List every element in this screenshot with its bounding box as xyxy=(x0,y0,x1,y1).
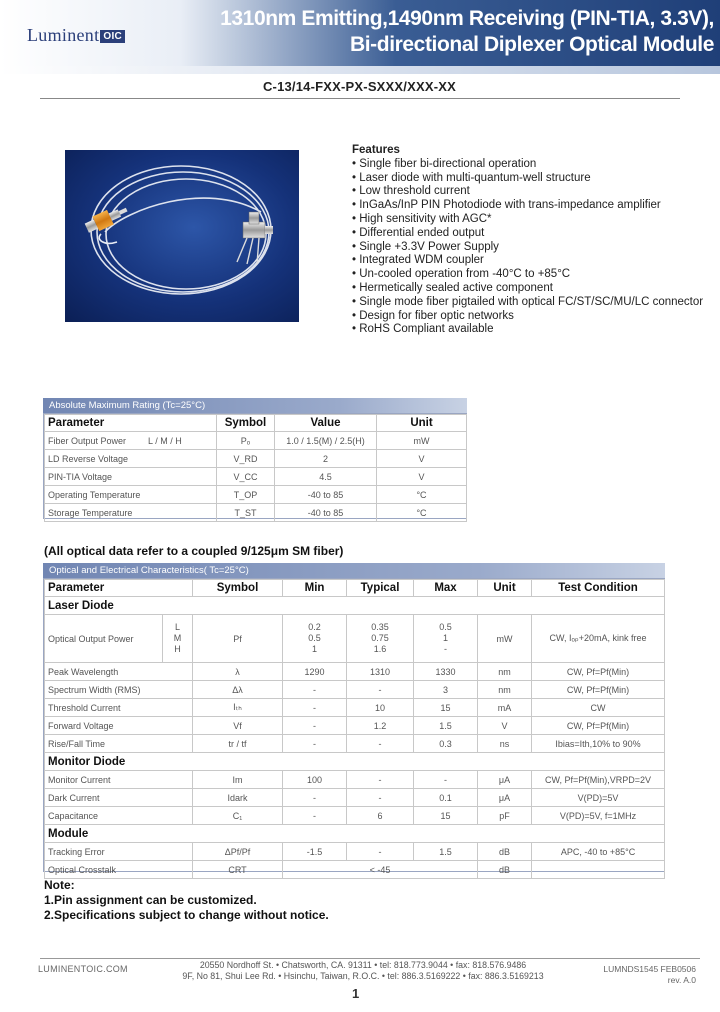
cond-cell: CW xyxy=(532,699,665,717)
col-header: Parameter xyxy=(45,415,217,432)
max-cell: 3 xyxy=(414,681,478,699)
page-title-line1: 1310nm Emitting,1490nm Receiving (PIN-TIA, 3.3V), xyxy=(220,7,714,30)
unit-cell: nm xyxy=(478,681,532,699)
typ-cell: - xyxy=(347,681,414,699)
feature-item: • Integrated WDM coupler xyxy=(352,254,703,268)
col-header: Symbol xyxy=(193,580,283,597)
table-row xyxy=(45,843,665,861)
unit-cell: mW xyxy=(478,615,532,663)
param-cell: Dark Current xyxy=(45,789,193,807)
max-cell: 0.1 xyxy=(414,789,478,807)
typ-cell: 0.35 0.75 1.6 xyxy=(347,615,414,663)
col-header: Parameter xyxy=(45,580,193,597)
unit-cell: μA xyxy=(478,789,532,807)
table-row xyxy=(45,807,665,825)
footer-divider xyxy=(40,958,700,959)
table-row xyxy=(45,450,467,468)
table-row xyxy=(45,735,665,753)
notes-heading: Note: xyxy=(44,878,75,892)
min-cell: 100 xyxy=(283,771,347,789)
feature-item: • Single mode fiber pigtailed with optical FC/ST/SC/MU/LC connector xyxy=(352,296,703,310)
oe-caption: Optical and Electrical Characteristics( Tc=25°C) xyxy=(43,563,665,578)
col-header: Value xyxy=(275,415,377,432)
header-subbar xyxy=(0,66,720,74)
oe-table xyxy=(44,579,665,879)
features-list xyxy=(352,144,703,337)
doc-id: LUMNDS1545 FEB0506 xyxy=(603,964,696,974)
features-heading: Features xyxy=(352,144,400,156)
param-cell xyxy=(45,432,217,450)
col-header: Max xyxy=(414,580,478,597)
unit-cell: mA xyxy=(478,699,532,717)
param-cell: Threshold Current xyxy=(45,699,193,717)
feature-item: • Design for fiber optic networks xyxy=(352,310,703,324)
col-header: Min xyxy=(283,580,347,597)
param-cell: Optical Crosstalk xyxy=(45,861,193,879)
col-header: Symbol xyxy=(217,415,275,432)
value-cell: 1.0 / 1.5(M) / 2.5(H) xyxy=(275,432,377,450)
cond-cell: CW, Pf=Pf(Min) xyxy=(532,663,665,681)
max-cell: 15 xyxy=(414,807,478,825)
min-cell: 1290 xyxy=(283,663,347,681)
symbol-cell: Iₜₕ xyxy=(193,699,283,717)
symbol-cell: V_CC xyxy=(217,468,275,486)
col-header: Unit xyxy=(478,580,532,597)
symbol-cell: V_RD xyxy=(217,450,275,468)
table-row xyxy=(45,699,665,717)
param-cell: Spectrum Width (RMS) xyxy=(45,681,193,699)
logo-text: Luminent xyxy=(27,25,100,45)
min-cell: - xyxy=(283,717,347,735)
typ-cell: - xyxy=(347,789,414,807)
grade-cell: L M H xyxy=(163,615,193,663)
feature-item: • Single fiber bi-directional operation xyxy=(352,158,703,172)
symbol-cell: Δλ xyxy=(193,681,283,699)
table-row xyxy=(45,615,665,663)
table-row xyxy=(45,432,467,450)
param-cell: Monitor Current xyxy=(45,771,193,789)
table-row xyxy=(45,717,665,735)
symbol-cell: Pf xyxy=(193,615,283,663)
note-item: 2.Specifications subject to change without notice. xyxy=(44,908,329,922)
typ-cell: - xyxy=(347,735,414,753)
col-header: Unit xyxy=(377,415,467,432)
symbol-cell: C₁ xyxy=(193,807,283,825)
max-cell: 1.5 xyxy=(414,717,478,735)
max-cell: 1.5 xyxy=(414,843,478,861)
value-cell: -40 to 85 xyxy=(275,504,377,522)
typ-cell: 10 xyxy=(347,699,414,717)
min-cell: - xyxy=(283,681,347,699)
header-banner xyxy=(0,0,720,66)
section-module: Module xyxy=(45,825,665,843)
feature-item: • Single +3.3V Power Supply xyxy=(352,241,703,255)
param-cell: Operating Temperature xyxy=(45,486,217,504)
doc-rev: rev. A.0 xyxy=(667,975,696,985)
symbol-cell: Idark xyxy=(193,789,283,807)
cond-cell: CW, Pf=Pf(Min) xyxy=(532,681,665,699)
value-cell: -40 to 85 xyxy=(275,486,377,504)
abs-max-table xyxy=(44,414,467,522)
abs-max-table-frame xyxy=(43,413,467,519)
cond-cell: CW, Pf=Pf(Min),VRPD=2V xyxy=(532,771,665,789)
max-cell: 0.5 1 - xyxy=(414,615,478,663)
table-row xyxy=(45,486,467,504)
company-logo xyxy=(27,25,125,46)
unit-cell: pF xyxy=(478,807,532,825)
part-number: C-13/14-FXX-PX-SXXX/XXX-XX xyxy=(262,79,456,94)
cond-cell: V(PD)=5V, f=1MHz xyxy=(532,807,665,825)
footer-address-taiwan: 9F, No 81, Shui Lee Rd. • Hsinchu, Taiwan, R.O.C. • tel: 886.3.5169222 • fax: 886.3.5169213 xyxy=(182,971,544,981)
product-photo xyxy=(65,150,299,322)
symbol-cell: T_ST xyxy=(217,504,275,522)
unit-cell: V xyxy=(377,468,467,486)
feature-item: • Laser diode with multi-quantum-well structure xyxy=(352,172,703,186)
unit-cell: °C xyxy=(377,504,467,522)
page-title-line2: Bi-directional Diplexer Optical Module xyxy=(349,33,714,56)
param-cell: Storage Temperature xyxy=(45,504,217,522)
unit-cell: °C xyxy=(377,486,467,504)
table-row xyxy=(45,504,467,522)
symbol-cell: CRT xyxy=(193,861,283,879)
param-cell: Capacitance xyxy=(45,807,193,825)
unit-cell: dB xyxy=(478,861,532,879)
note-item: 1.Pin assignment can be customized. xyxy=(44,893,257,907)
param-grade: L / M / H xyxy=(148,435,182,446)
feature-item: • InGaAs/InP PIN Photodiode with trans-impedance amplifier xyxy=(352,199,703,213)
cond-cell: APC, -40 to +85°C xyxy=(532,843,665,861)
footer-address xyxy=(168,960,558,982)
cond-cell: V(PD)=5V xyxy=(532,789,665,807)
table-row xyxy=(45,771,665,789)
symbol-cell: ΔPf/Pf xyxy=(193,843,283,861)
product-photo-illustration xyxy=(65,150,299,322)
cond-cell: Ibias=Ith,10% to 90% xyxy=(532,735,665,753)
feature-item: • RoHS Compliant available xyxy=(352,323,703,337)
page-number: 1 xyxy=(352,986,360,1001)
optical-data-note: (All optical data refer to a coupled 9/125μm SM fiber) xyxy=(44,544,344,558)
part-number-bar xyxy=(40,78,680,99)
max-cell: - xyxy=(414,771,478,789)
unit-cell: dB xyxy=(478,843,532,861)
cond-cell: CW, Iₒₚ+20mA, kink free xyxy=(532,615,665,663)
unit-cell: ns xyxy=(478,735,532,753)
table-row xyxy=(45,681,665,699)
abs-max-caption: Absolute Maximum Rating (Tc=25°C) xyxy=(43,398,467,413)
feature-item: • Un-cooled operation from -40°C to +85°C xyxy=(352,268,703,282)
section-laser-diode: Laser Diode xyxy=(45,597,665,615)
param-cell: Peak Wavelength xyxy=(45,663,193,681)
symbol-cell: tr / tf xyxy=(193,735,283,753)
param-cell: PIN-TIA Voltage xyxy=(45,468,217,486)
table-row xyxy=(45,789,665,807)
col-header: Typical xyxy=(347,580,414,597)
unit-cell: μA xyxy=(478,771,532,789)
unit-cell: V xyxy=(478,717,532,735)
unit-cell: nm xyxy=(478,663,532,681)
unit-cell: V xyxy=(377,450,467,468)
unit-cell: mW xyxy=(377,432,467,450)
typ-cell: 1.2 xyxy=(347,717,414,735)
typ-cell: - xyxy=(347,771,414,789)
feature-item: • Low threshold current xyxy=(352,185,703,199)
table-row xyxy=(45,663,665,681)
min-cell: -1.5 xyxy=(283,843,347,861)
param-name: Fiber Output Power xyxy=(48,435,127,446)
min-cell: - xyxy=(283,699,347,717)
footer-website[interactable]: LUMINENTOIC.COM xyxy=(38,964,128,974)
min-cell: - xyxy=(283,789,347,807)
param-cell: Optical Output Power xyxy=(45,615,163,663)
value-cell: 2 xyxy=(275,450,377,468)
cond-cell: CW, Pf=Pf(Min) xyxy=(532,717,665,735)
feature-item: • High sensitivity with AGC* xyxy=(352,213,703,227)
min-cell: - xyxy=(283,735,347,753)
section-monitor-diode: Monitor Diode xyxy=(45,753,665,771)
footer-doc-info xyxy=(603,964,696,986)
typ-cell: - xyxy=(347,843,414,861)
symbol-cell: Pₒ xyxy=(217,432,275,450)
min-cell: - xyxy=(283,807,347,825)
table-row xyxy=(45,468,467,486)
symbol-cell: Vf xyxy=(193,717,283,735)
max-cell: 0.3 xyxy=(414,735,478,753)
logo-badge: OIC xyxy=(100,30,125,43)
min-cell: 0.2 0.5 1 xyxy=(283,615,347,663)
span-value-cell: < -45 xyxy=(283,861,478,879)
symbol-cell: Im xyxy=(193,771,283,789)
footer-address-usa: 20550 Nordhoff St. • Chatsworth, CA. 91311 • tel: 818.773.9044 • fax: 818.576.9486 xyxy=(199,960,527,970)
feature-item: • Differential ended output xyxy=(352,227,703,241)
col-header: Test Condition xyxy=(532,580,665,597)
table-row xyxy=(45,861,665,879)
param-cell: LD Reverse Voltage xyxy=(45,450,217,468)
oe-table-frame xyxy=(43,578,665,875)
typ-cell: 6 xyxy=(347,807,414,825)
symbol-cell: T_OP xyxy=(217,486,275,504)
cond-cell xyxy=(532,861,665,879)
max-cell: 1330 xyxy=(414,663,478,681)
max-cell: 15 xyxy=(414,699,478,717)
typ-cell: 1310 xyxy=(347,663,414,681)
value-cell: 4.5 xyxy=(275,468,377,486)
symbol-cell: λ xyxy=(193,663,283,681)
param-cell: Rise/Fall Time xyxy=(45,735,193,753)
param-cell: Tracking Error xyxy=(45,843,193,861)
param-cell: Forward Voltage xyxy=(45,717,193,735)
notes xyxy=(44,878,329,923)
feature-item: • Hermetically sealed active component xyxy=(352,282,703,296)
